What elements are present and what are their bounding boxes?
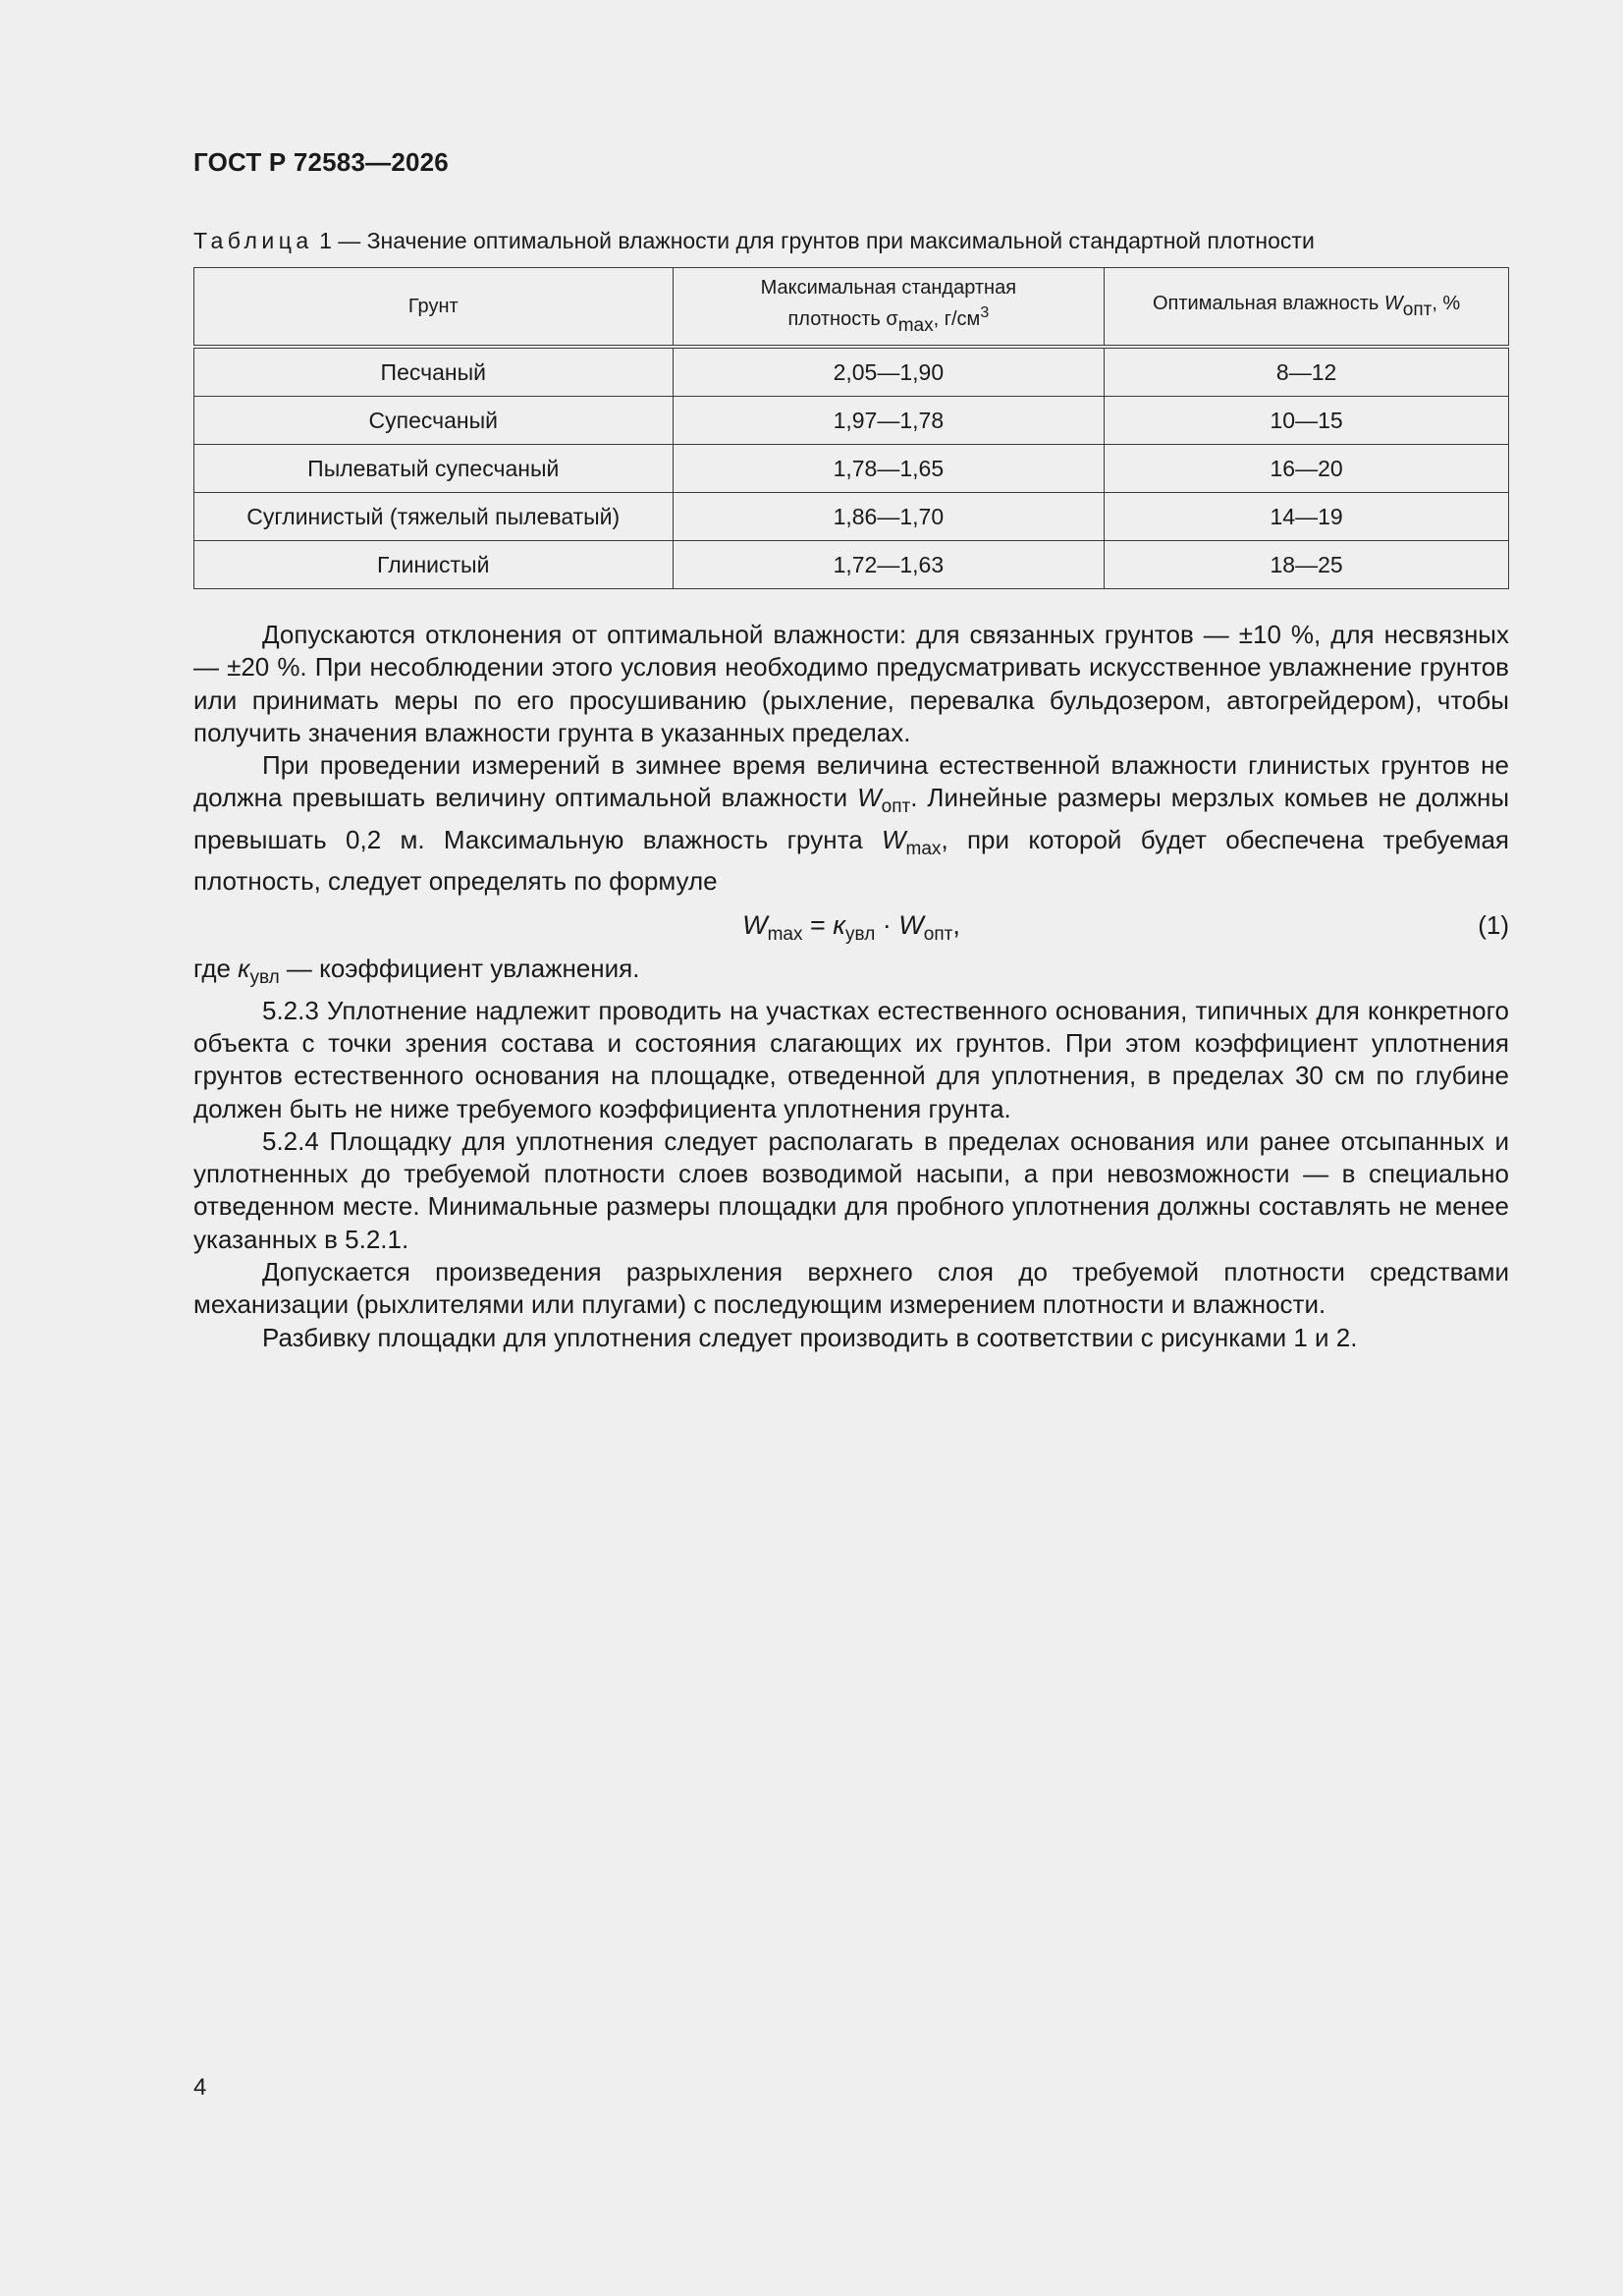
paragraph-loosening: Допускается произведения разрыхления верхнего слоя до требуемой плотности средствами механизации (рыхлителями или плугами) с последующим измерением плотности и влажности.: [193, 1257, 1509, 1320]
cell-soil: Песчаный: [194, 347, 674, 397]
cell-moisture: 18—25: [1105, 541, 1509, 589]
table-row: [194, 493, 1509, 541]
paragraph-moisture-deviation: Допускаются отклонения от оптимальной влажности: для связанных грунтов — ±10 %, для несвязных — ±20 %. При несоблюдении этого условия необходимо предусматривать искусственное увлажнение грунтов или принимать меры по его просушиванию (рыхление, перевалка бульдозером, автогрейдером), чтобы получить значения влажности грунта в указанных пределах.: [193, 620, 1509, 747]
cell-moisture: 10—15: [1105, 397, 1509, 445]
header-moisture: Оптимальная влажность $W_{опт}$, %: [1105, 268, 1509, 348]
header-soil: Грунт: [194, 268, 674, 348]
table-caption-label: Таблица: [193, 228, 313, 253]
cell-soil: Суглинистый (тяжелый пылеватый): [194, 493, 674, 541]
table-row: [194, 445, 1509, 493]
document-code: ГОСТ Р 72583—2026: [193, 147, 449, 177]
cell-density: 1,97—1,78: [673, 397, 1105, 445]
cell-density: 1,72—1,63: [673, 541, 1105, 589]
formula-where: где $к_{увл}$ — коэффициент увлажнения.: [193, 954, 640, 989]
cell-moisture: 14—19: [1105, 493, 1509, 541]
formula-number: (1): [1478, 910, 1509, 941]
paragraph-layout: Разбивку площадки для уплотнения следует производить в соответствии с рисунками 1 и 2.: [262, 1322, 1358, 1352]
formula: [193, 905, 1509, 953]
header-density: Максимальная стандартная плотность $\sigma_{max}$, $г/см^3$: [673, 268, 1105, 348]
cell-soil: Глинистый: [194, 541, 674, 589]
cell-moisture: 8—12: [1105, 347, 1509, 397]
table-caption-text: 1 — Значение оптимальной влажности для грунтов при максимальной стандартной плотности: [312, 228, 1315, 253]
table-row: [194, 397, 1509, 445]
moisture-table: [193, 267, 1509, 589]
page-number: 4: [193, 2074, 207, 2101]
paragraph-5-2-4: 5.2.4 Площадку для уплотнения следует располагать в пределах основания или ранее отсыпанных и уплотненных до требуемой плотности слоев возводимой насыпи, а при невозможности — в специально отведенном месте. Минимальные размеры площадки для пробного уплотнения должны составлять не менее указанных в 5.2.1.: [193, 1125, 1509, 1254]
formula-expression: $W_{max} = к_{увл} \cdot W_{опт}$,: [742, 910, 960, 946]
paragraph-5-2-3: 5.2.3 Уплотнение надлежит проводить на участках естественного основания, типичных для конкретного объекта с точки зрения состава и состояния слагающих их грунтов. При этом коэффициент уплотнения грунтов естественного основания на площадке, отведенной для уплотнения, в пределах 30 см по глубине должен быть не ниже требуемого коэффициента уплотнения грунта.: [193, 995, 1509, 1123]
cell-density: 1,86—1,70: [673, 493, 1105, 541]
table-row: [194, 347, 1509, 397]
cell-density: 2,05—1,90: [673, 347, 1105, 397]
paragraph-winter-measurement: При проведении измерений в зимнее время величина естественной влажности глинистых грунтов не должна превышать величину оптимальной влажности $W_{опт}$. Линейные размеры мерзлых комьев не должны превышать 0,2 м. Максимальную влажность грунта $W_{max}$, при которой будет обеспечена требуемая плотность, следует определять по формуле: [193, 750, 1510, 897]
cell-soil: Супесчаный: [194, 397, 674, 445]
cell-soil: Пылеватый супесчаный: [194, 445, 674, 493]
table-caption: [193, 228, 1315, 254]
table-header-row: [194, 268, 1509, 348]
table-row: [194, 541, 1509, 589]
body-text: [193, 619, 1509, 1354]
cell-density: 1,78—1,65: [673, 445, 1105, 493]
cell-moisture: 16—20: [1105, 445, 1509, 493]
